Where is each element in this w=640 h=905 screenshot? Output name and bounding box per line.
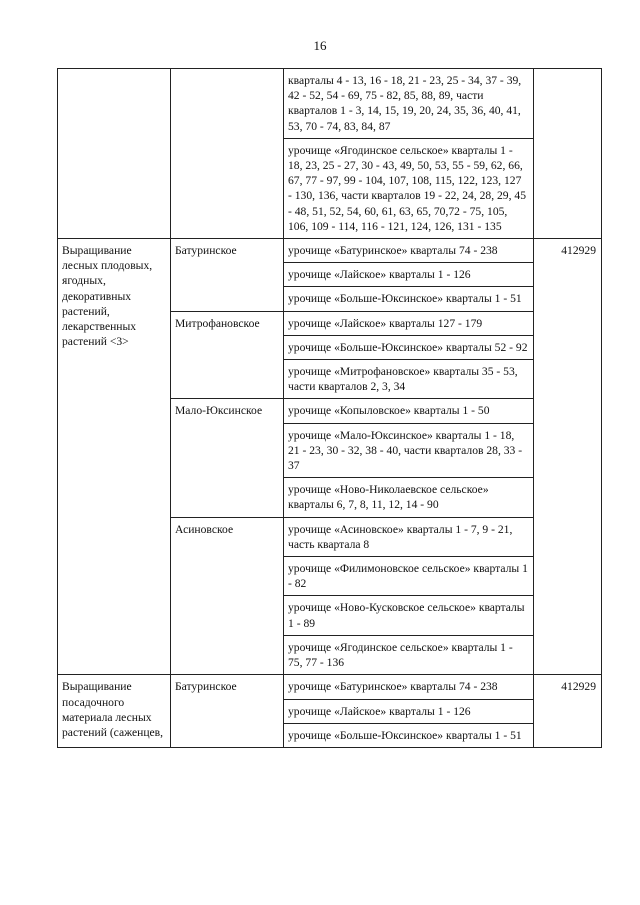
location-cell: урочище «Филимоновское сельское» кварталы 1 - 82 <box>284 557 534 596</box>
location-cell: урочище «Больше-Юксинское» кварталы 52 - 92 <box>284 335 534 359</box>
forestry-cell: Батуринское <box>171 239 284 312</box>
code-cell: 412929 <box>534 675 602 748</box>
table-row <box>58 69 602 139</box>
location-cell: урочище «Больше-Юксинское» кварталы 1 - 51 <box>284 723 534 747</box>
forestry-cell: Батуринское <box>171 675 284 748</box>
location-cell: урочище «Асиновское» кварталы 1 - 7, 9 - 21, часть квартала 8 <box>284 517 534 556</box>
forestry-activity-table <box>57 68 602 748</box>
location-cell: урочище «Ягодинское сельское» кварталы 1 - 18, 23, 25 - 27, 30 - 43, 49, 50, 53, 55 - 59, 62, 66, 67, 77 - 97, 99 - 104, 107, 108, 115, 122, 123, 127 - 130, 136, части кварталов 19 - 22, 24, 28, 29, 45 - 48, 51, 52, 54, 60, 61, 63, 65, 70,72 - 75, 105, 106, 109 - 114, 116 - 121, 124, 126, 131 - 135 <box>284 138 534 238</box>
forestry-cell <box>171 69 284 239</box>
location-cell: урочище «Копыловское» кварталы 1 - 50 <box>284 399 534 423</box>
code-cell: 412929 <box>534 239 602 675</box>
code-cell <box>534 69 602 239</box>
page-number: 16 <box>313 38 327 53</box>
location-cell: урочище «Лайское» кварталы 1 - 126 <box>284 699 534 723</box>
location-cell: урочище «Больше-Юксинское» кварталы 1 - 51 <box>284 287 534 311</box>
location-cell: урочище «Митрофановское» кварталы 35 - 53, части кварталов 2, 3, 34 <box>284 360 534 399</box>
activity-cell: Выращивание лесных плодовых, ягодных, декоративных растений, лекарственных растений <3> <box>58 239 171 675</box>
location-cell: урочище «Ново-Кусковское сельское» кварталы 1 - 89 <box>284 596 534 635</box>
forestry-cell: Митрофановское <box>171 311 284 399</box>
location-cell: урочище «Лайское» кварталы 127 - 179 <box>284 311 534 335</box>
location-cell: урочище «Батуринское» кварталы 74 - 238 <box>284 675 534 699</box>
forestry-cell: Мало-Юксинское <box>171 399 284 517</box>
location-cell: урочище «Батуринское» кварталы 74 - 238 <box>284 239 534 263</box>
activity-cell: Выращивание посадочного материала лесных растений (саженцев, <box>58 675 171 748</box>
location-cell: урочище «Мало-Юксинское» кварталы 1 - 18, 21 - 23, 30 - 32, 38 - 40, части кварталов 28, 33 - 37 <box>284 423 534 478</box>
location-cell: кварталы 4 - 13, 16 - 18, 21 - 23, 25 - 34, 37 - 39, 42 - 52, 54 - 69, 75 - 82, 85, 88, 89, части кварталов 1 - 3, 14, 15, 19, 20, 24, 35, 36, 40, 41, 53, 70 - 74, 83, 84, 87 <box>284 69 534 139</box>
location-cell: урочище «Лайское» кварталы 1 - 126 <box>284 263 534 287</box>
location-cell: урочище «Ново-Николаевское сельское» кварталы 6, 7, 8, 11, 12, 14 - 90 <box>284 478 534 517</box>
table-row <box>58 239 602 263</box>
activity-cell <box>58 69 171 239</box>
location-cell: урочище «Ягодинское сельское» кварталы 1 - 75, 77 - 136 <box>284 635 534 674</box>
forestry-cell: Асиновское <box>171 517 284 675</box>
table-row <box>58 675 602 699</box>
